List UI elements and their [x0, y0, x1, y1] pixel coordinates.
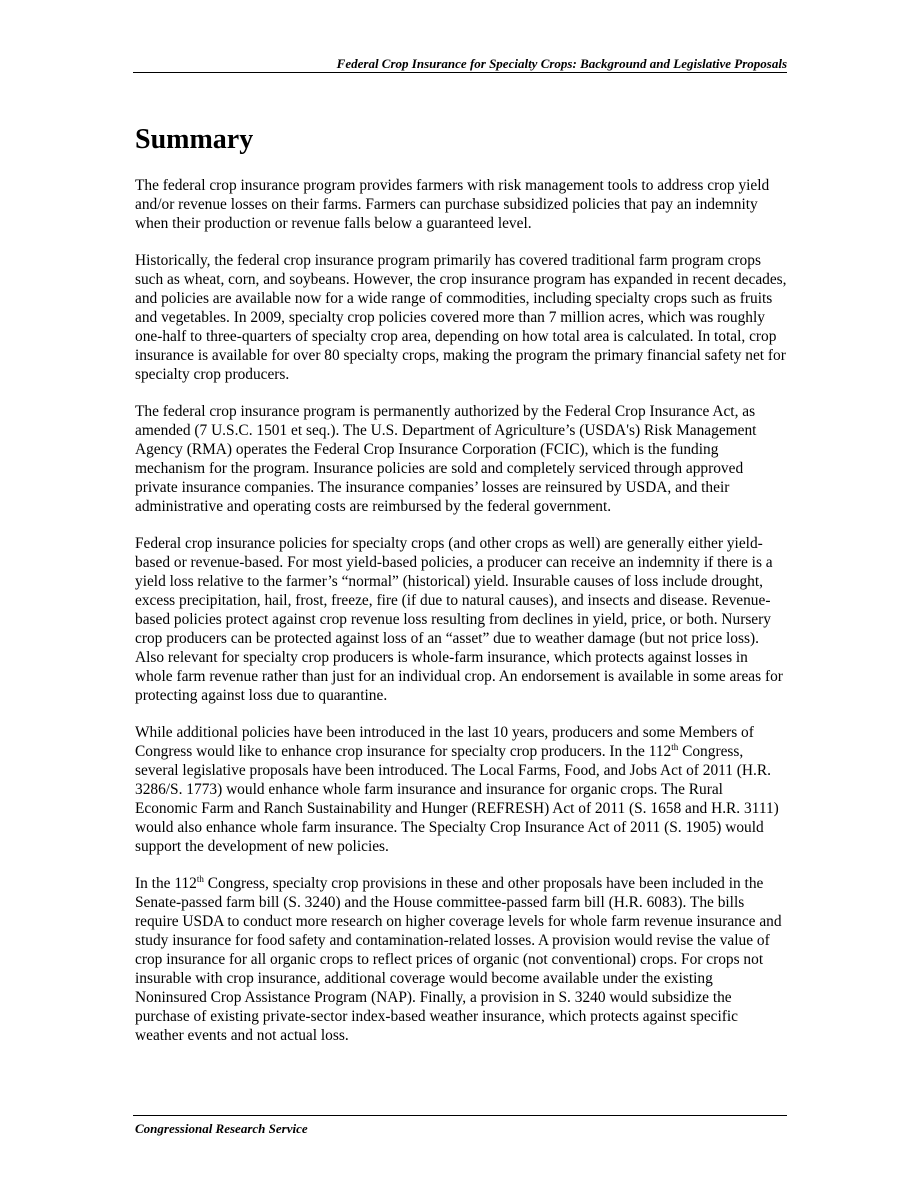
paragraph-6-text-b: Congress, specialty crop provisions in these and other proposals have been included in the Senate-passed farm bill (S. 3240) and the House committee-passed farm bill (H.R. 6083). The bills require USDA to conduct more research on higher coverage levels for whole farm revenue insurance and study insurance for food safety and contamination-related losses. A provision would revise the value of crop insurance for all organic crops to reflect prices of organic (not conventional) crops. For crops not insurable with crop insurance, additional coverage would become available under the existing Noninsured Crop Assistance Program (NAP). Finally, a provision in S. 3240 would subsidize the purchase of existing private-sector index-based weather insurance, which protects against specific weather events and not actual loss. [135, 875, 782, 1044]
paragraph-6 [135, 874, 787, 1045]
page-title: Summary [135, 124, 254, 155]
footer-source: Congressional Research Service [135, 1121, 308, 1136]
superscript-th: th [196, 873, 204, 884]
body-text [135, 176, 787, 1063]
paragraph-3: The federal crop insurance program is permanently authorized by the Federal Crop Insurance Act, as amended (7 U.S.C. 1501 et seq.). The U.S. Department of Agriculture’s (USDA's) Risk Management Agency (RMA) operates the Federal Crop Insurance Corporation (FCIC), which is the funding mechanism for the program. Insurance policies are sold and completely serviced through approved private insurance companies. The insurance companies’ losses are reinsured by USDA, and their administrative and operating costs are reimbursed by the federal government. [135, 403, 757, 515]
paragraph-2: Historically, the federal crop insurance program primarily has covered traditional farm program crops such as wheat, corn, and soybeans. However, the crop insurance program has expanded in recent decades, and policies are available now for a wide range of commodities, including specialty crops such as fruits and vegetables. In 2009, specialty crop policies covered more than 7 million acres, which was roughly one-half to three-quarters of specialty crop area, depending on how total area is calculated. In total, crop insurance is available for over 80 specialty crops, making the program the primary financial safety net for specialty crop producers. [135, 252, 787, 383]
paragraph-5-text-b: Congress, several legislative proposals have been introduced. The Local Farms, Food, and Jobs Act of 2011 (H.R. 3286/S. 1773) would enhance whole farm insurance and insurance for organic crops. The Rural Economic Farm and Ranch Sustainability and Hunger (REFRESH) Act of 2011 (S. 1658 and H.R. 3111) would also enhance whole farm insurance. The Specialty Crop Insurance Act of 2011 (S. 1905) would support the development of new policies. [135, 743, 779, 855]
superscript-th: th [671, 741, 679, 752]
paragraph-5 [135, 723, 787, 856]
paragraph-5-text-a: While additional policies have been introduced in the last 10 years, producers and some Members of Congress would like to enhance crop insurance for specialty crop producers. In the 112 [135, 724, 754, 760]
paragraph-1: The federal crop insurance program provides farmers with risk management tools to address crop yield and/or revenue losses on their farms. Farmers can purchase subsidized policies that pay an indemnity when their production or revenue falls below a guaranteed level. [135, 177, 770, 232]
footer-divider [133, 1115, 787, 1116]
paragraph-4: Federal crop insurance policies for specialty crops (and other crops as well) are generally either yield-based or revenue-based. For most yield-based policies, a producer can receive an indemnity if there is a yield loss relative to the farmer’s “normal” (historical) yield. Insurable causes of loss include drought, excess precipitation, hail, frost, freeze, fire (if due to natural causes), and insects and disease. Revenue-based policies protect against crop revenue loss resulting from declines in yield, price, or both. Nursery crop producers can be protected against loss of an “asset” due to weather damage (but not price loss). Also relevant for specialty crop producers is whole-farm insurance, which protects against losses in whole farm revenue rather than just for an individual crop. An endorsement is available in some areas for protecting against loss due to quarantine. [135, 535, 783, 704]
running-header: Federal Crop Insurance for Specialty Crops: Background and Legislative Proposals [133, 55, 787, 73]
paragraph-6-text-a: In the 112 [135, 875, 197, 892]
